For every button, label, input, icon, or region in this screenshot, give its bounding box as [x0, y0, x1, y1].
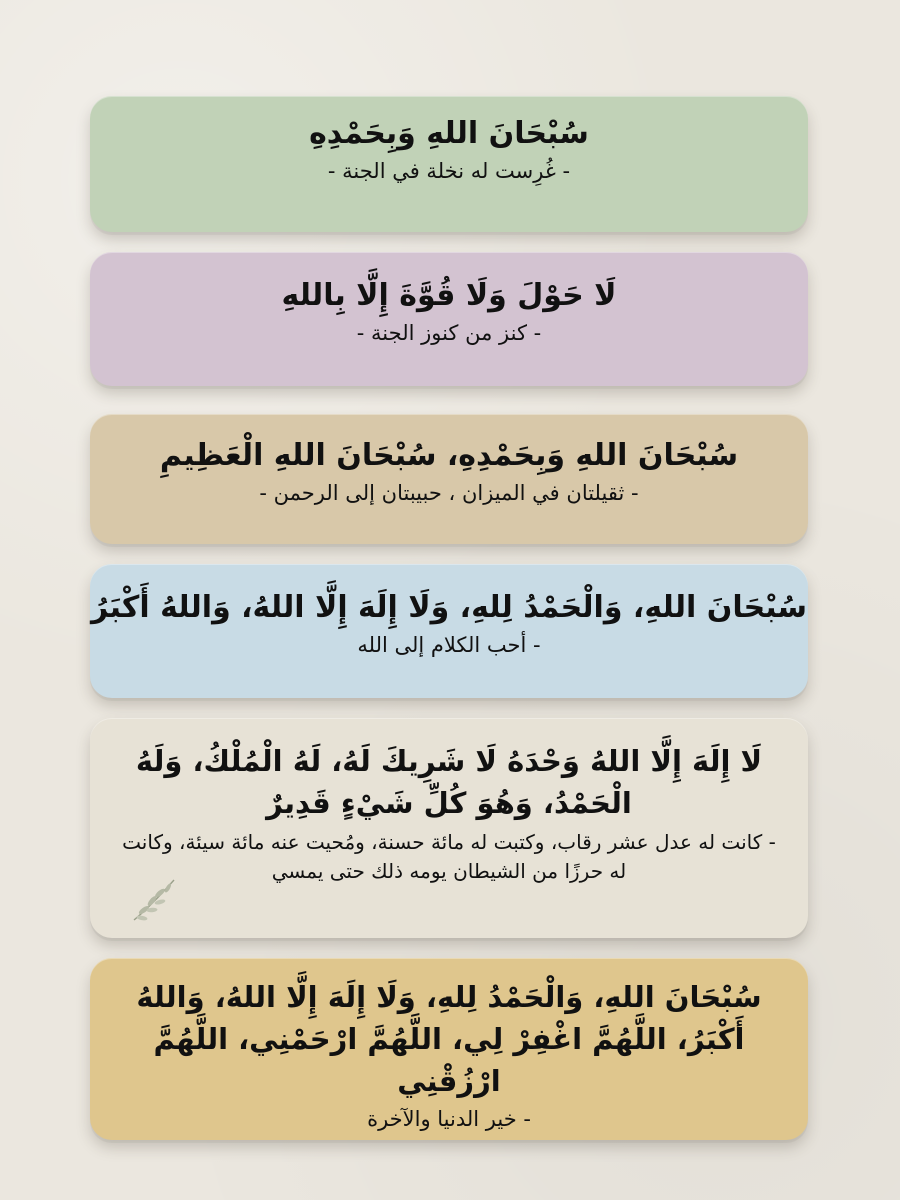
dhikr-text: سُبْحَانَ اللهِ، وَالْحَمْدُ لِلهِ، وَلَا إِلَهَ إِلَّا اللهُ، وَاللهُ أَكْبَرُ، اللَّهُمَّ اغْفِرْ لِي، اللَّهُمَّ ارْحَمْنِي، اللَّهُمَّ ارْزُقْنِي — [136, 980, 762, 1099]
virtue-text: - كانت له عدل عشر رقاب، وكتبت له مائة حسنة، ومُحيت عنه مائة سيئة، وكانت له حرزًا من الشيطان يومه ذلك حتى يمسي — [122, 830, 776, 884]
dhikr-text: سُبْحَانَ اللهِ وَبِحَمْدِهِ، سُبْحَانَ اللهِ الْعَظِيمِ — [159, 438, 739, 473]
dhikr-card-1 — [90, 96, 808, 232]
dhikr-text: لَا حَوْلَ وَلَا قُوَّةَ إِلَّا بِاللهِ — [281, 278, 617, 313]
dhikr-text: سُبْحَانَ اللهِ وَبِحَمْدِهِ — [309, 116, 589, 151]
dhikr-card-3 — [90, 414, 808, 544]
dhikr-card-6 — [90, 958, 808, 1140]
virtue-text: - خير الدنيا والآخرة — [367, 1107, 531, 1132]
virtue-text: - ثقيلتان في الميزان ، حبيبتان إلى الرحمن - — [259, 480, 639, 505]
dhikr-card-5 — [90, 718, 808, 938]
virtue-text: - كنز من كنوز الجنة - — [356, 320, 542, 345]
virtue-text: - أحب الكلام إلى الله — [357, 632, 541, 657]
dhikr-card-2 — [90, 252, 808, 386]
dhikr-text: لَا إِلَهَ إِلَّا اللهُ وَحْدَهُ لَا شَرِيكَ لَهُ، لَهُ الْمُلْكُ، وَلَهُ الْحَمْدُ، وَهُوَ كُلِّ شَيْءٍ قَدِيرٌ — [135, 744, 763, 821]
dhikr-text: سُبْحَانَ اللهِ، وَالْحَمْدُ لِلهِ، وَلَا إِلَهَ إِلَّا اللهُ، وَاللهُ أَكْبَرُ — [91, 590, 807, 625]
leaf-sprig-icon — [130, 874, 180, 924]
dhikr-card-4 — [90, 564, 808, 698]
virtue-text: - غُرِست له نخلة في الجنة - — [327, 158, 571, 183]
